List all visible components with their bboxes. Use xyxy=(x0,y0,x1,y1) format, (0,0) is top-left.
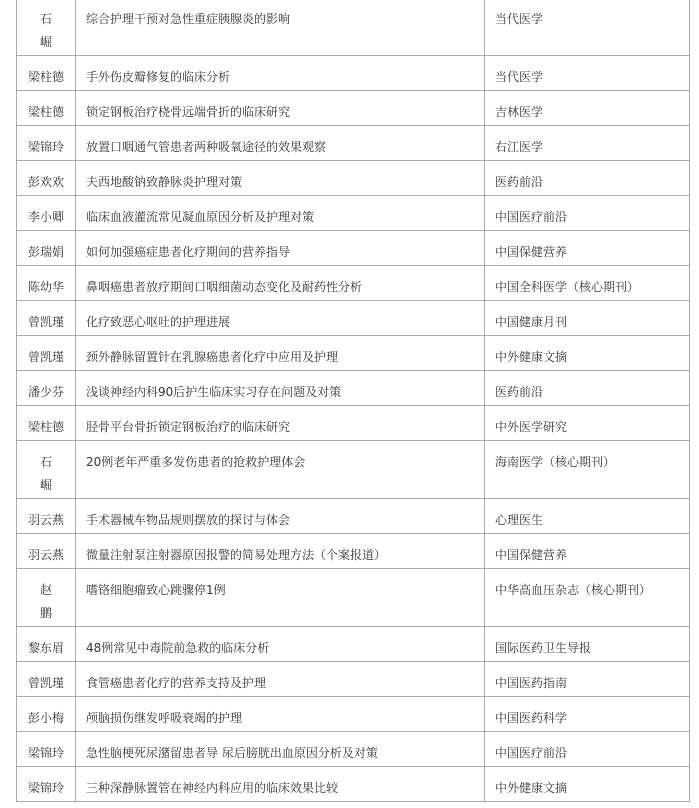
table-row xyxy=(17,627,690,662)
paper-title-cell: 放置口咽通气管患者两种吸氧途径的效果观察 xyxy=(76,126,485,160)
table-row xyxy=(17,697,690,732)
journal-cell: 国际医药卫生导报 xyxy=(485,627,690,661)
author-cell: 曾凯瑾 xyxy=(17,662,76,696)
table-row xyxy=(17,732,690,767)
table-row xyxy=(17,126,690,161)
journal-cell: 心理医生 xyxy=(485,499,690,533)
table-row xyxy=(17,56,690,91)
journal-cell: 中国保健营养 xyxy=(485,534,690,568)
publication-table xyxy=(16,0,690,802)
journal-cell: 当代医学 xyxy=(485,0,690,55)
paper-title-cell: 鼻咽癌患者放疗期间口咽细菌动态变化及耐药性分析 xyxy=(76,266,485,300)
author-cell: 彭小梅 xyxy=(17,697,76,731)
table-row xyxy=(17,301,690,336)
table-row xyxy=(17,0,690,56)
paper-title-cell: 胫骨平台骨折锁定钢板治疗的临床研究 xyxy=(76,406,485,440)
author-cell: 梁柱德 xyxy=(17,406,76,440)
paper-title-cell: 如何加强癌症患者化疗期间的营养指导 xyxy=(76,231,485,265)
table-row xyxy=(17,406,690,441)
paper-title-cell: 综合护理干预对急性重症胰腺炎的影响 xyxy=(76,0,485,55)
table-row xyxy=(17,767,690,802)
author-cell: 李小卿 xyxy=(17,196,76,230)
paper-title-cell: 48例常见中毒院前急救的临床分析 xyxy=(76,627,485,661)
journal-cell: 中国医药科学 xyxy=(485,697,690,731)
table-row xyxy=(17,371,690,406)
paper-title-cell: 浅谈神经内科90后护生临床实习存在问题及对策 xyxy=(76,371,485,405)
journal-cell: 中国医疗前沿 xyxy=(485,732,690,766)
table-row xyxy=(17,499,690,534)
table-row xyxy=(17,266,690,301)
table-row xyxy=(17,662,690,697)
paper-title-cell: 锁定钢板治疗桡骨远端骨折的临床研究 xyxy=(76,91,485,125)
table-row xyxy=(17,441,690,499)
paper-title-cell: 急性脑梗死尿潴留患者导 尿后膀胱出血原因分析及对策 xyxy=(76,732,485,766)
author-cell: 羽云燕 xyxy=(17,534,76,568)
paper-title-cell: 夫西地酸钠致静脉炎护理对策 xyxy=(76,161,485,195)
journal-cell: 医药前沿 xyxy=(485,371,690,405)
author-cell: 梁柱德 xyxy=(17,91,76,125)
paper-title-cell: 20例老年严重多发伤患者的抢救护理体会 xyxy=(76,441,485,498)
journal-cell: 医药前沿 xyxy=(485,161,690,195)
journal-cell: 中外健康文摘 xyxy=(485,767,690,801)
table-row xyxy=(17,91,690,126)
author-cell: 黎东眉 xyxy=(17,627,76,661)
author-cell: 石崛 xyxy=(17,441,76,498)
journal-cell: 中国全科医学（核心期刊） xyxy=(485,266,690,300)
author-cell: 梁柱德 xyxy=(17,56,76,90)
author-cell: 曾凯瑾 xyxy=(17,336,76,370)
paper-title-cell: 微量注射泵注射器原因报警的简易处理方法（个案报道） xyxy=(76,534,485,568)
author-cell: 赵鹏 xyxy=(17,569,76,626)
paper-title-cell: 临床血液灌流常见凝血原因分析及护理对策 xyxy=(76,196,485,230)
journal-cell: 中华高血压杂志（核心期刊） xyxy=(485,569,690,626)
author-cell: 羽云燕 xyxy=(17,499,76,533)
author-cell: 陈幼华 xyxy=(17,266,76,300)
journal-cell: 中国医疗前沿 xyxy=(485,196,690,230)
journal-cell: 当代医学 xyxy=(485,56,690,90)
author-cell: 曾凯瑾 xyxy=(17,301,76,335)
author-cell: 潘少芬 xyxy=(17,371,76,405)
paper-title-cell: 食管癌患者化疗的营养支持及护理 xyxy=(76,662,485,696)
paper-title-cell: 颈外静脉留置针在乳腺癌患者化疗中应用及护理 xyxy=(76,336,485,370)
table-row xyxy=(17,569,690,627)
journal-cell: 吉林医学 xyxy=(485,91,690,125)
author-cell: 梁锦玲 xyxy=(17,126,76,160)
paper-title-cell: 嗜铬细胞瘤致心跳骤停1例 xyxy=(76,569,485,626)
author-cell: 梁锦玲 xyxy=(17,732,76,766)
table-row xyxy=(17,336,690,371)
author-cell: 彭欢欢 xyxy=(17,161,76,195)
paper-title-cell: 三种深静脉置管在神经内科应用的临床效果比较 xyxy=(76,767,485,801)
journal-cell: 中国医药指南 xyxy=(485,662,690,696)
journal-cell: 中外健康文摘 xyxy=(485,336,690,370)
table-row xyxy=(17,231,690,266)
author-cell: 梁锦玲 xyxy=(17,767,76,801)
paper-title-cell: 化疗致恶心呕吐的护理进展 xyxy=(76,301,485,335)
journal-cell: 中外医学研究 xyxy=(485,406,690,440)
paper-title-cell: 手外伤皮瓣修复的临床分析 xyxy=(76,56,485,90)
journal-cell: 右江医学 xyxy=(485,126,690,160)
journal-cell: 海南医学（核心期刊） xyxy=(485,441,690,498)
paper-title-cell: 颅脑损伤继发呼吸衰竭的护理 xyxy=(76,697,485,731)
table-row xyxy=(17,534,690,569)
author-cell: 彭瑞娟 xyxy=(17,231,76,265)
journal-cell: 中国保健营养 xyxy=(485,231,690,265)
author-cell: 石崛 xyxy=(17,0,76,55)
journal-cell: 中国健康月刊 xyxy=(485,301,690,335)
table-row xyxy=(17,196,690,231)
paper-title-cell: 手术器械车物品规则摆放的探讨与体会 xyxy=(76,499,485,533)
table-row xyxy=(17,161,690,196)
